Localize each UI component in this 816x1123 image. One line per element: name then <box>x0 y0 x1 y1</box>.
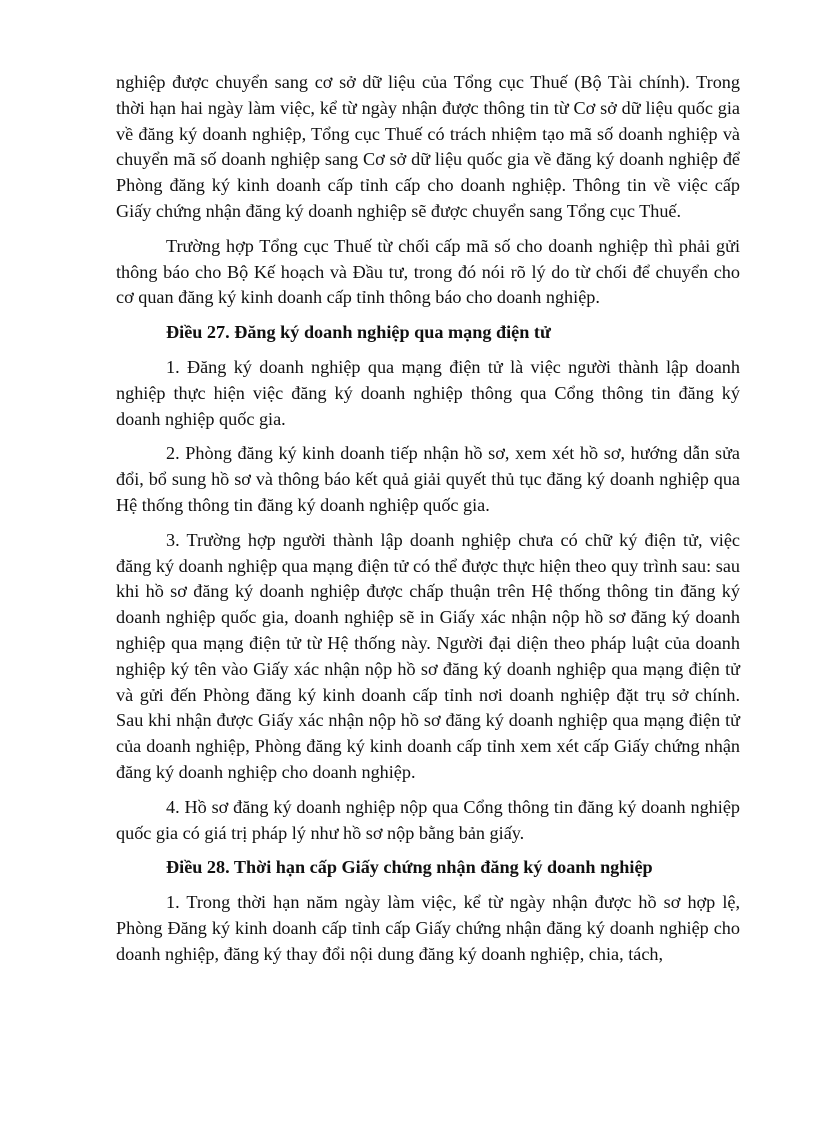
article-27-clause-3: 3. Trường hợp người thành lập doanh nghiệp chưa có chữ ký điện tử, việc đăng ký doanh nghiệp qua mạng điện tử có thể được thực hiện theo quy trình sau: sau khi hồ sơ đăng ký doanh nghiệp được chấp thuận trên Hệ thống thông tin đăng ký doanh nghiệp quốc gia, doanh nghiệp sẽ in Giấy xác nhận nộp hồ sơ đăng ký doanh nghiệp qua mạng điện tử từ Hệ thống này. Người đại diện theo pháp luật của doanh nghiệp ký tên vào Giấy xác nhận nộp hồ sơ đăng ký doanh nghiệp qua mạng điện tử và gửi đến Phòng đăng ký kinh doanh cấp tỉnh nơi doanh nghiệp đặt trụ sở chính. Sau khi nhận được Giấy xác nhận nộp hồ sơ đăng ký doanh nghiệp qua mạng điện tử của doanh nghiệp, Phòng đăng ký kinh doanh cấp tỉnh xem xét cấp Giấy chứng nhận đăng ký doanh nghiệp cho doanh nghiệp. <box>116 529 740 782</box>
article-28-clause-1: 1. Trong thời hạn năm ngày làm việc, kể từ ngày nhận được hồ sơ hợp lệ, Phòng Đăng ký kinh doanh cấp tỉnh cấp Giấy chứng nhận đăng ký doanh nghiệp cho doanh nghiệp, đăng ký thay đổi nội dung đăng ký doanh nghiệp, chia, tách, <box>116 892 740 964</box>
article-27-clause-4: 4. Hồ sơ đăng ký doanh nghiệp nộp qua Cổng thông tin đăng ký doanh nghiệp quốc gia có giá trị pháp lý như hồ sơ nộp bằng bản giấy. <box>116 796 740 843</box>
paragraph-tax-refusal: Trường hợp Tổng cục Thuế từ chối cấp mã số cho doanh nghiệp thì phải gửi thông báo cho Bộ Kế hoạch và Đầu tư, trong đó nói rõ lý do từ chối để chuyển cho cơ quan đăng ký kinh doanh cấp tỉnh thông báo cho doanh nghiệp. <box>116 235 740 308</box>
article-27-clause-2: 2. Phòng đăng ký kinh doanh tiếp nhận hồ sơ, xem xét hồ sơ, hướng dẫn sửa đổi, bổ sung hồ sơ và thông báo kết quả giải quyết thủ tục đăng ký doanh nghiệp qua Hệ thống thông tin đăng ký doanh nghiệp quốc gia. <box>116 443 740 515</box>
article-27-clause-1: 1. Đăng ký doanh nghiệp qua mạng điện tử là việc người thành lập doanh nghiệp thực hiện việc đăng ký doanh nghiệp thông qua Cổng thông tin đăng ký doanh nghiệp quốc gia. <box>116 356 740 429</box>
article-28-heading: Điều 28. Thời hạn cấp Giấy chứng nhận đăng ký doanh nghiệp <box>166 857 653 878</box>
document-page <box>116 70 740 968</box>
paragraph-continuation: nghiệp được chuyển sang cơ sở dữ liệu của Tổng cục Thuế (Bộ Tài chính). Trong thời hạn hai ngày làm việc, kể từ ngày nhận được thông tin từ Cơ sở dữ liệu quốc gia về đăng ký doanh nghiệp, Tổng cục Thuế có trách nhiệm tạo mã số doanh nghiệp và chuyển mã số doanh nghiệp sang Cơ sở dữ liệu quốc gia về đăng ký doanh nghiệp để Phòng đăng ký kinh doanh cấp tỉnh cấp cho doanh nghiệp. Thông tin về việc cấp Giấy chứng nhận đăng ký doanh nghiệp sẽ được chuyển sang Tổng cục Thuế. <box>116 72 740 221</box>
article-27-heading: Điều 27. Đăng ký doanh nghiệp qua mạng điện tử <box>166 322 551 343</box>
